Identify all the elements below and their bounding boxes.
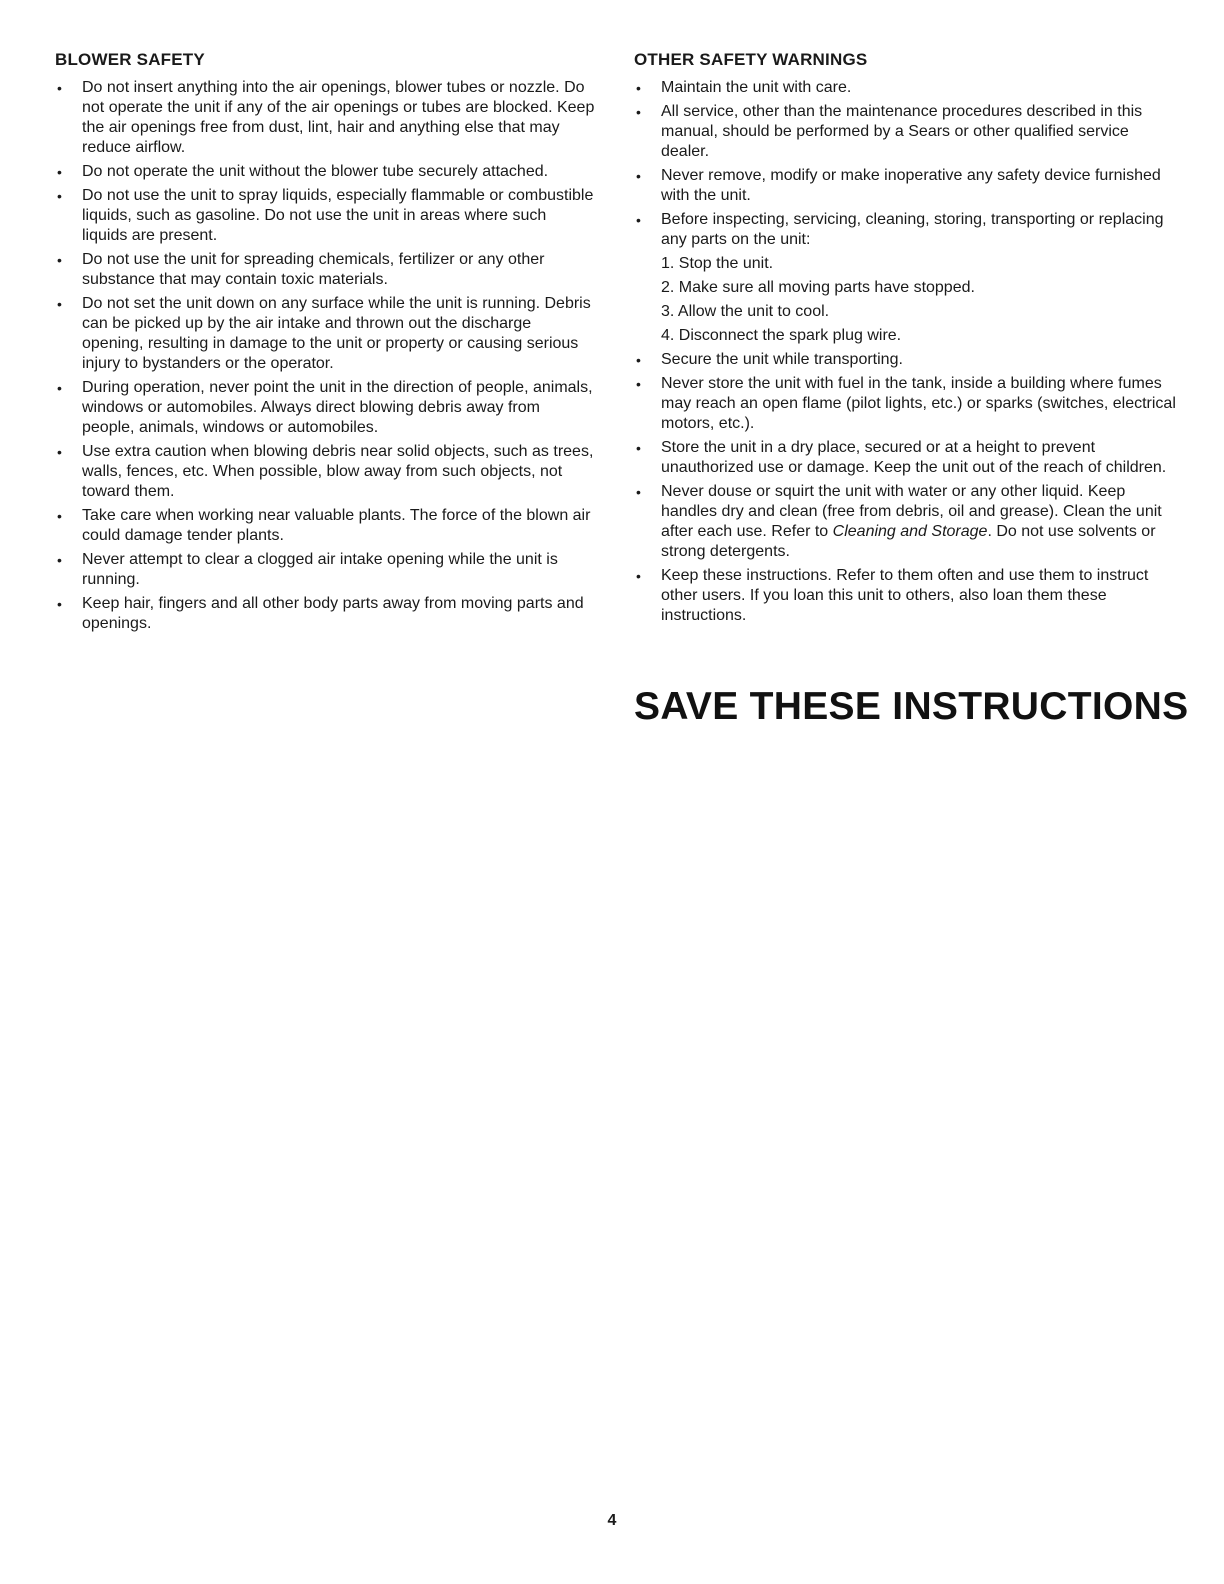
other-safety-heading: OTHER SAFETY WARNINGS xyxy=(634,50,868,69)
list-item: • Store the unit in a dry place, secured or at a height to prevent unauthorized use or damage. Keep the unit out of the reach of children. xyxy=(634,438,1179,478)
list-item: • Do not operate the unit without the blower tube securely attached. xyxy=(55,162,595,182)
list-item: • Secure the unit while transporting. xyxy=(634,350,1179,370)
step-item: 2. Make sure all moving parts have stopped. xyxy=(661,279,975,296)
list-item: • During operation, never point the unit in the direction of people, animals, windows or automobiles. Always direct blowing debris away from people, animals, windows or automobiles. xyxy=(55,378,595,438)
list-item: • Maintain the unit with care. xyxy=(634,78,1179,98)
list-item: • Never store the unit with fuel in the tank, inside a building where fumes may reach an open flame (pilot lights, etc.) or sparks (switches, electrical motors, etc.). xyxy=(634,374,1179,434)
list-item: • Keep these instructions. Refer to them often and use them to instruct other users. If you loan this unit to others, also loan them these instructions. xyxy=(634,566,1179,626)
list-item: • Do not use the unit for spreading chemicals, fertilizer or any other substance that may contain toxic materials. xyxy=(55,250,595,290)
list-item: • All service, other than the maintenance procedures described in this manual, should be performed by a Sears or other qualified service dealer. xyxy=(634,102,1179,162)
other-safety-section xyxy=(634,50,1179,630)
list-item: • Take care when working near valuable plants. The force of the blown air could damage tender plants. xyxy=(55,506,595,546)
step-item: 4. Disconnect the spark plug wire. xyxy=(661,327,902,344)
list-item-douse xyxy=(634,482,1179,562)
list-item-with-steps xyxy=(634,210,1179,346)
page-number: 4 xyxy=(607,1512,617,1529)
list-item: • Do not set the unit down on any surface while the unit is running. Debris can be picked up by the air intake and thrown out the discharge opening, resulting in damage to the unit or property or causing serious injury to bystanders or the operator. xyxy=(55,294,595,374)
list-item: • Do not insert anything into the air openings, blower tubes or nozzle. Do not operate the unit if any of the air openings or tubes are blocked. Keep the air openings free from dust, lint, hair and anything else that may reduce airflow. xyxy=(55,78,595,158)
douse-text-after: . Do not use solvents or strong detergents. xyxy=(661,523,1156,560)
step-item: 3. Allow the unit to cool. xyxy=(661,303,830,320)
list-item-text: Before inspecting, servicing, cleaning, storing, transporting or replacing any parts on the unit: xyxy=(661,211,1164,248)
list-item: • Use extra caution when blowing debris near solid objects, such as trees, walls, fences, etc. When possible, blow away from such objects, not toward them. xyxy=(55,442,595,502)
step-item: 1. Stop the unit. xyxy=(661,255,774,272)
other-safety-list xyxy=(634,78,1179,626)
list-item: • Keep hair, fingers and all other body parts away from moving parts and openings. xyxy=(55,594,595,634)
list-item: • Never attempt to clear a clogged air intake opening while the unit is running. xyxy=(55,550,595,590)
blower-safety-section xyxy=(55,50,595,638)
save-instructions-title: SAVE THESE INSTRUCTIONS xyxy=(634,685,1189,728)
blower-safety-heading: BLOWER SAFETY xyxy=(55,50,205,69)
douse-text-before: Never douse or squirt the unit with water or any other liquid. Keep handles dry and clean (free from debris, oil and grease). Clean the unit after each use. Refer to xyxy=(661,483,1162,540)
blower-safety-list xyxy=(55,78,595,634)
list-item: • Do not use the unit to spray liquids, especially flammable or combustible liquids, such as gasoline. Do not use the unit in areas where such liquids are present. xyxy=(55,186,595,246)
cleaning-storage-reference: Cleaning and Storage xyxy=(832,523,988,540)
list-item: • Never remove, modify or make inoperative any safety device furnished with the unit. xyxy=(634,166,1179,206)
steps-list xyxy=(661,254,1179,346)
